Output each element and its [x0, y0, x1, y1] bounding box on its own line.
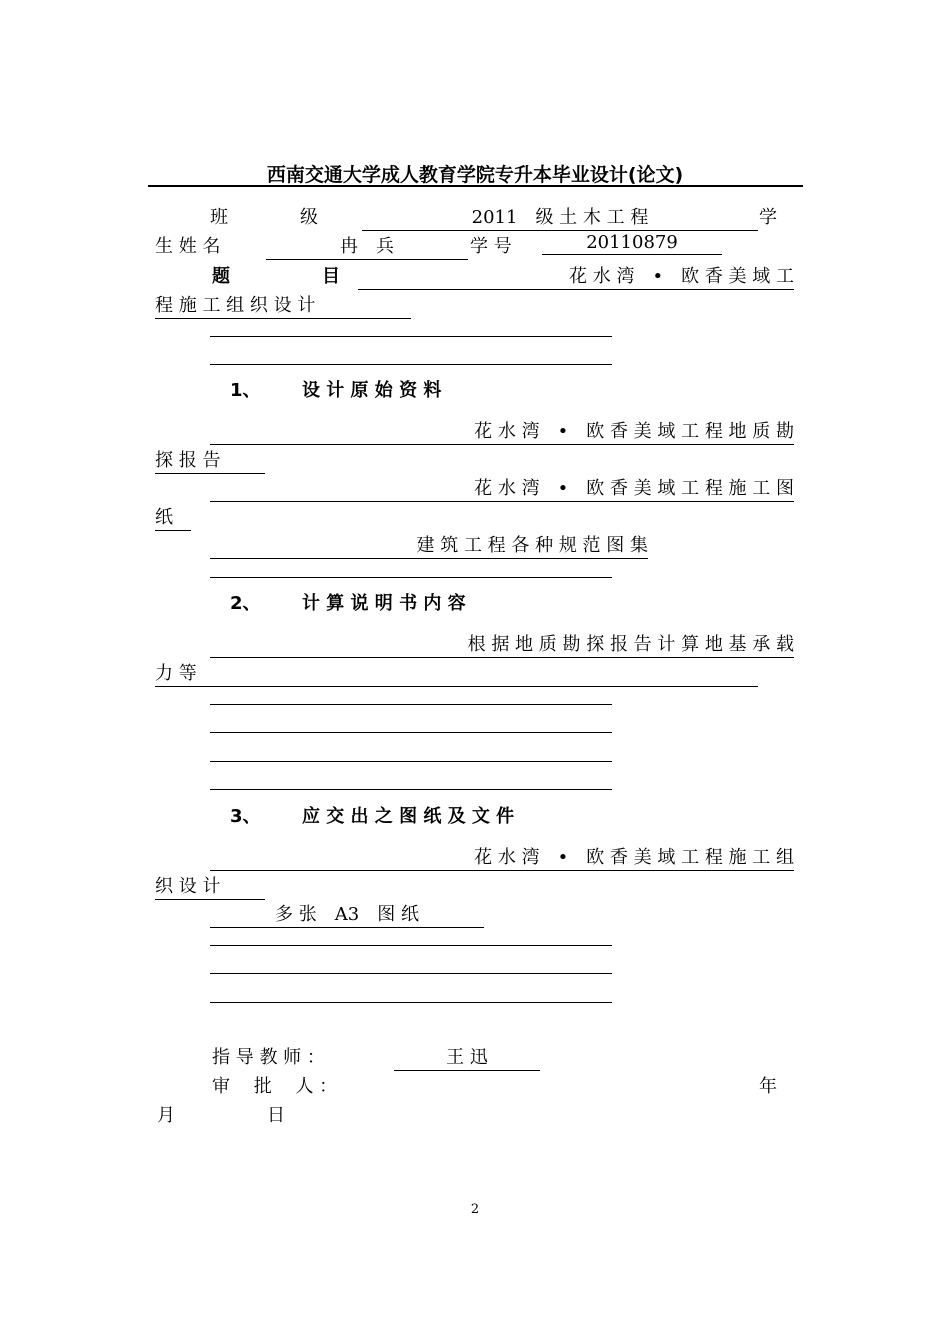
blank-line	[210, 1002, 612, 1003]
document-header-title: 西南交通大学成人教育学院专升本毕业设计(论文)	[266, 164, 684, 186]
advisor-name-value: 王 迅	[394, 1043, 540, 1071]
section-2-item-1-line2: 力 等	[155, 659, 758, 687]
blank-line	[210, 945, 612, 946]
section-1-item-3-line1: 建 筑 工 程 各 种 规 范 图 集	[210, 531, 648, 559]
student-id-label: 学 号	[470, 236, 512, 257]
blank-line	[210, 577, 612, 578]
page-number: 2	[470, 1202, 480, 1217]
advisor-label: 指 导 教 师 ：	[212, 1047, 325, 1068]
blank-line	[210, 732, 612, 733]
blank-line	[210, 789, 612, 790]
blank-line	[210, 364, 612, 365]
section-3-item-1-line1: 花 水 湾 • 欧 香 美 域 工 程 施 工 组	[210, 843, 794, 871]
blank-line	[210, 761, 612, 762]
class-value: 2011 级 土 木 工 程	[362, 203, 758, 231]
blank-line	[210, 704, 612, 705]
student-label-part1: 学	[759, 207, 777, 228]
student-label-part2: 生 姓 名	[155, 236, 221, 257]
topic-label-part1: 题	[212, 266, 230, 287]
section-3-title: 应 交 出 之 图 纸 及 文 件	[302, 806, 515, 827]
section-1-item-1-line1: 花 水 湾 • 欧 香 美 域 工 程 地 质 勘	[210, 417, 794, 445]
topic-value-line1: 花 水 湾 • 欧 香 美 域 工	[358, 262, 794, 290]
section-3-item-2-line1: 多 张 A3 图 纸	[210, 900, 484, 928]
year-label: 年	[759, 1076, 777, 1097]
topic-label-part2: 目	[322, 266, 340, 287]
section-2-title: 计 算 说 明 书 内 容	[302, 593, 466, 614]
section-1-item-2-line2: 纸	[155, 503, 191, 531]
section-1-item-2-line1: 花 水 湾 • 欧 香 美 域 工 程 施 工 图	[210, 474, 794, 502]
section-1-item-1-line2: 探 报 告	[155, 446, 265, 474]
section-2-number: 2、	[230, 593, 261, 614]
month-label: 月	[157, 1105, 175, 1126]
topic-value-line2: 程 施 工 组 织 设 计	[155, 291, 411, 319]
day-label: 日	[267, 1105, 285, 1126]
student-name-value: 冉 兵	[266, 232, 468, 260]
section-2-item-1-line1: 根 据 地 质 勘 探 报 告 计 算 地 基 承 载	[210, 630, 794, 658]
student-id-value: 20110879	[542, 232, 722, 255]
class-label: 班 级	[210, 207, 318, 228]
blank-line	[210, 973, 612, 974]
blank-line	[210, 336, 612, 337]
section-1-number: 1、	[230, 380, 261, 401]
approver-label: 审 批 人 ：	[212, 1076, 338, 1097]
header-rule	[148, 185, 803, 187]
section-3-number: 3、	[230, 806, 261, 827]
section-1-title: 设 计 原 始 资 料	[302, 380, 442, 401]
section-3-item-1-line2: 织 设 计	[155, 872, 265, 900]
